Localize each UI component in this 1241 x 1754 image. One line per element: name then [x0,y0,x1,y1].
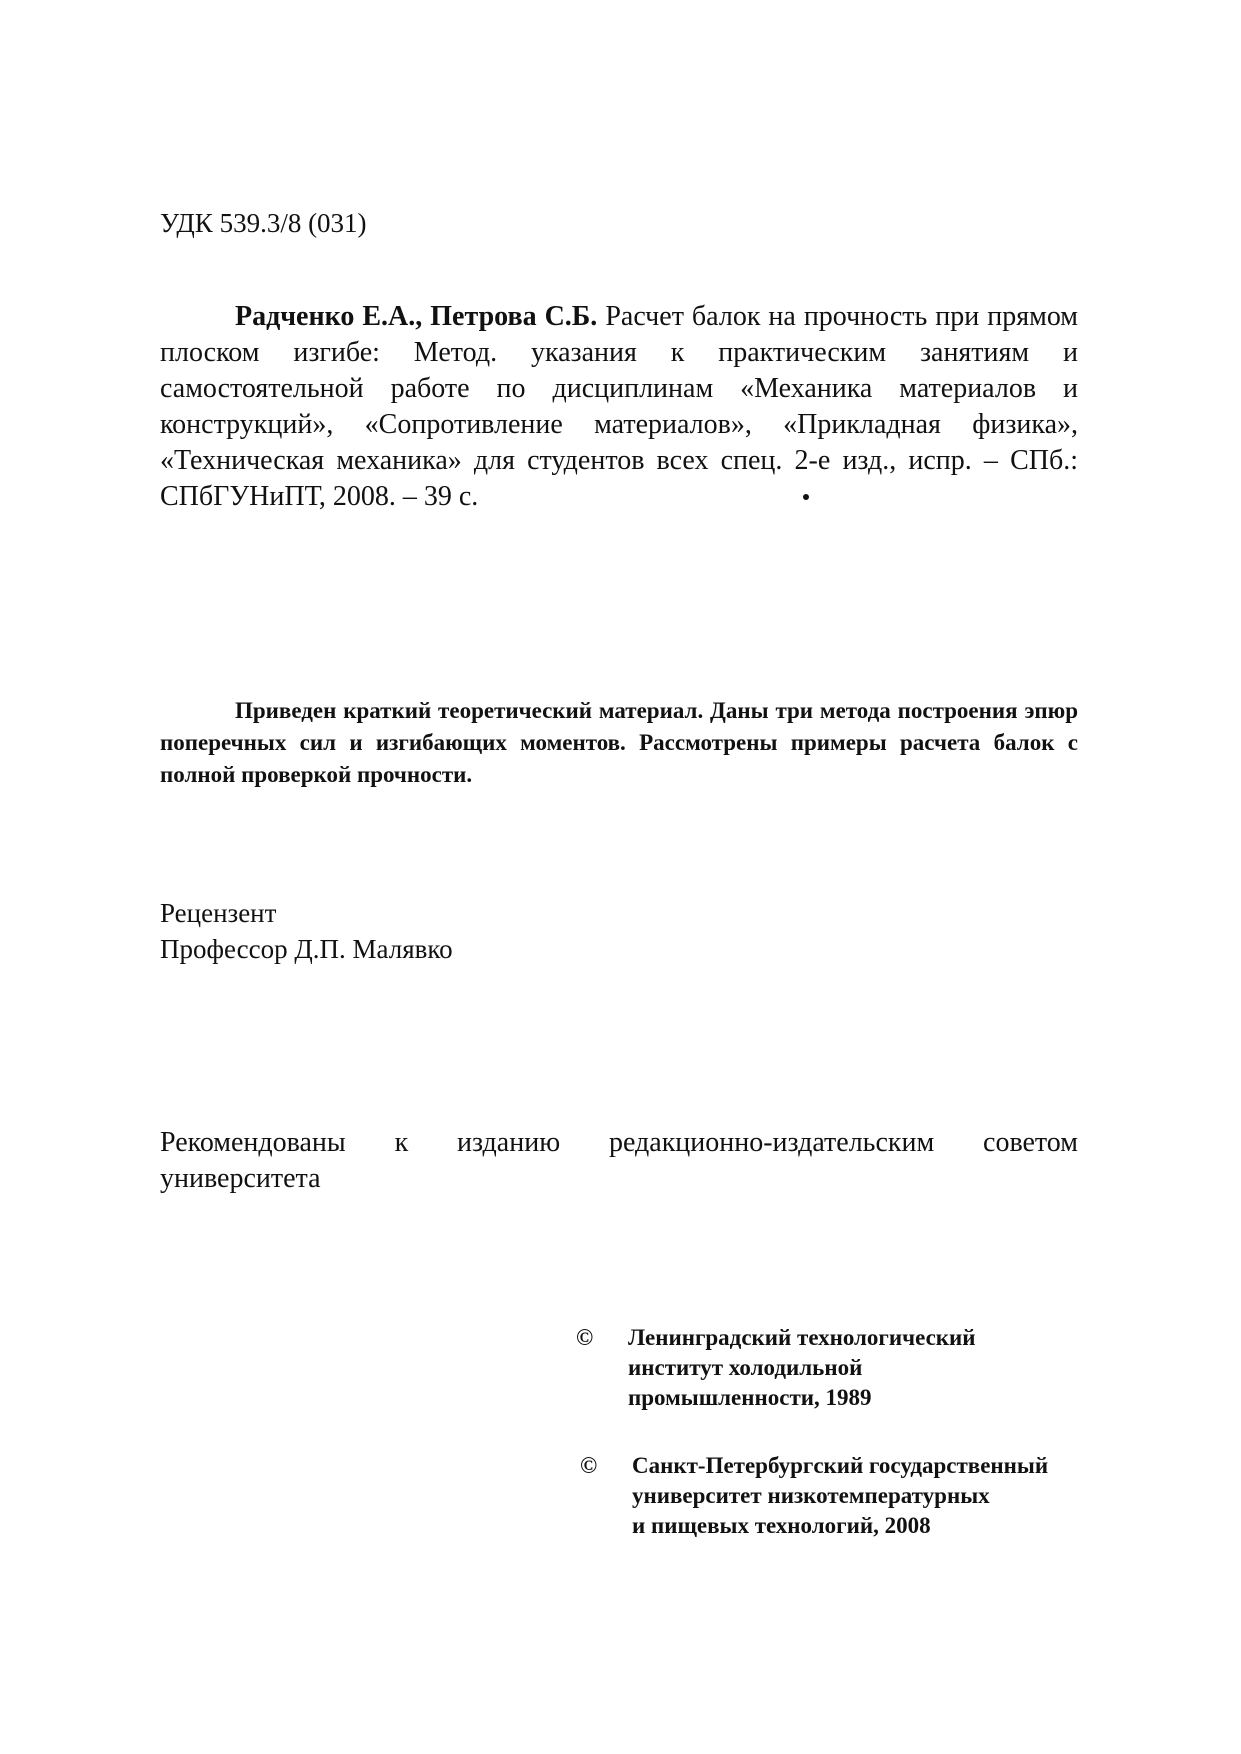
udk-code: УДК 539.3/8 (031) [160,208,367,238]
annotation: Приведен краткий теоретический материал. Даны три метода построения эпюр поперечных сил и изгибающих моментов. Рассмотрены примеры расчета балок с полной проверкой прочности. [160,698,1078,787]
copyright-line: Санкт-Петербургский государственный [632,1453,1049,1478]
reviewer-label: Рецензент [160,898,277,928]
copyright-line: университет низкотемпературных [632,1483,990,1508]
copyright-line: институт холодильной [628,1355,863,1380]
copyright-icon: © [576,1325,594,1350]
copyright-line: и пищевых технологий, 2008 [632,1513,931,1538]
copyright-line: Ленинградский технологический [628,1325,976,1350]
copyright-2008 [580,1451,1048,1541]
reviewer-name: Профессор Д.П. Малявко [160,934,453,964]
publication-recommendation: Рекомендованы к изданию редакционно-издательским советом университета [160,1127,1078,1194]
copyright-line: промышленности, 1989 [628,1385,872,1410]
copyright-icon: © [580,1453,598,1478]
bibliographic-text: Расчет балок на прочность при прямом плоском изгибе: Метод. указания к практическим занятиям и самостоятельной работе по дисциплинам «Механика материалов и конструкций», «Сопротивление материалов», «Прикладная физика», «Техническая механика» для студентов всех спец. 2-е изд., испр. – СПб.: СПбГУНиПТ, 2008. – 39 с. [160,301,1079,512]
bibliographic-description [160,299,1078,515]
reviewer-block [160,895,453,967]
scan-artifact-dot [803,494,809,500]
authors: Радченко Е.А., Петрова С.Б. [235,301,598,332]
copyright-1989 [576,1323,976,1413]
